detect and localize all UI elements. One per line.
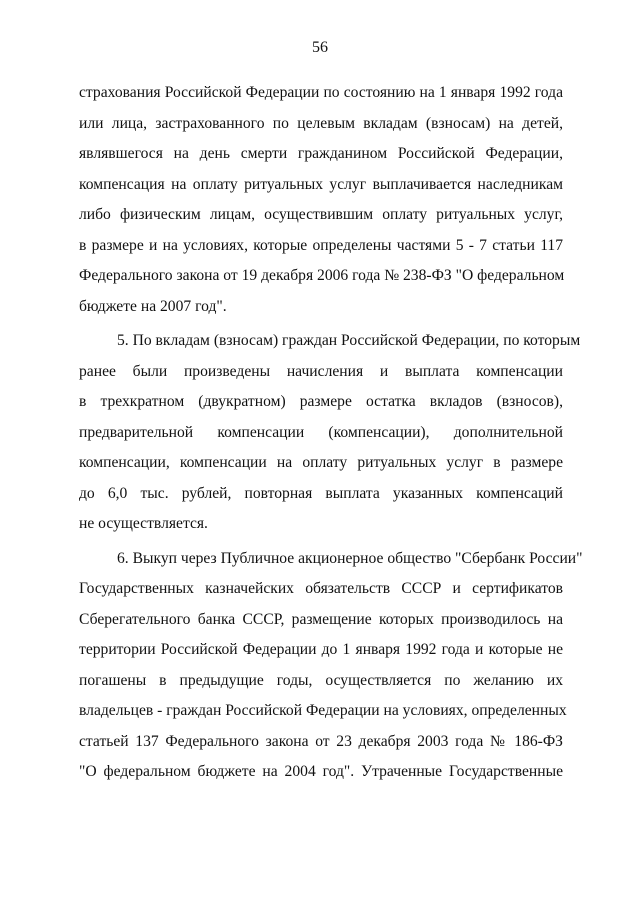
text-line: Федерального закона от 19 декабря 2006 года № 238-ФЗ "О федеральном <box>79 267 565 284</box>
text-line: ранее были произведены начисления и выплата компенсации <box>79 362 563 380</box>
text-line: не осуществляется. <box>79 515 208 532</box>
text-line: "О федеральном бюджете на 2004 год". Утраченные Государственные <box>79 763 563 780</box>
text-line: Государственных казначейских обязательств СССР и сертификатов <box>79 580 563 597</box>
text-line: 5. По вкладам (взносам) граждан Российской Федерации, по которым <box>117 332 581 349</box>
paragraph-5 <box>79 326 581 540</box>
paragraph-continuation <box>79 78 563 322</box>
document-body <box>79 78 583 788</box>
text-line: погашены в предыдущие годы, осуществляется по желанию их <box>79 671 563 689</box>
paragraph-6 <box>79 544 583 788</box>
text-line: предварительной компенсации (компенсации), дополнительной <box>79 423 563 441</box>
text-line: или лица, застрахованного по целевым вкладам (взносам) на детей, <box>79 114 563 132</box>
text-line: в трехкратном (двукратном) размере остатка вкладов (взносов), <box>79 393 563 410</box>
page-number: 56 <box>312 39 328 56</box>
text-line: статьей 137 Федерального закона от 23 декабря 2003 года № 186-ФЗ <box>79 732 563 750</box>
text-line: Сберегательного банка СССР, размещение которых производилось на <box>79 610 563 628</box>
text-line: владельцев - граждан Российской Федерации на условиях, определенных <box>79 702 567 719</box>
text-line: либо физическим лицам, осуществившим оплату ритуальных услуг, <box>79 206 563 223</box>
text-line: в размере и на условиях, которые определены частями 5 - 7 статьи 117 <box>79 236 563 254</box>
text-line: до 6,0 тыс. рублей, повторная выплата указанных компенсаций <box>79 484 563 502</box>
text-line: страхования Российской Федерации по состоянию на 1 января 1992 года <box>79 84 563 101</box>
text-line: 6. Выкуп через Публичное акционерное общество "Сбербанк России" <box>117 549 583 567</box>
text-line: компенсация на оплату ритуальных услуг выплачивается наследникам <box>79 175 563 193</box>
text-line: являвшегося на день смерти гражданином Российской Федерации, <box>79 145 563 162</box>
text-line: компенсации, компенсации на оплату ритуальных услуг в размере <box>79 454 563 471</box>
text-line: бюджете на 2007 год". <box>79 297 227 315</box>
text-line: территории Российской Федерации до 1 января 1992 года и которые не <box>79 641 563 658</box>
